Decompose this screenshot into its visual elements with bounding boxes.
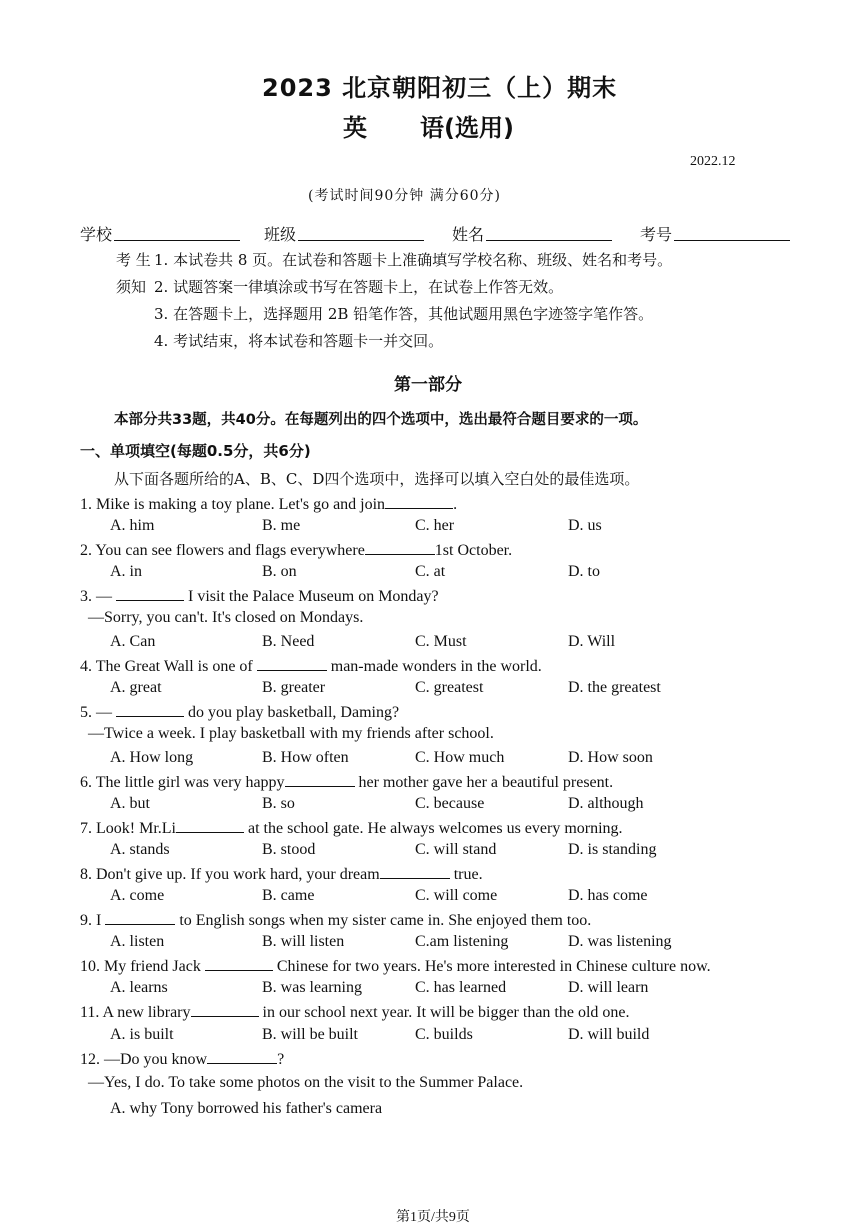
option[interactable]: D. will learn	[568, 979, 649, 996]
option[interactable]: D. although	[568, 795, 644, 812]
option[interactable]: A. come	[110, 887, 165, 904]
answer-blank	[105, 910, 175, 925]
option[interactable]: C. How much	[415, 749, 505, 766]
option[interactable]: C. will stand	[415, 841, 497, 858]
option[interactable]: A. in	[110, 563, 142, 580]
question-text: 8. Don't give up. If you work hard, your dream	[80, 866, 380, 883]
class-label: 班级	[264, 225, 297, 244]
question-reply: —Sorry, you can't. It's closed on Mondays.	[88, 609, 364, 626]
school-label: 学校	[80, 225, 113, 244]
question-8	[80, 864, 483, 884]
question-text: at the school gate. He always welcomes us every morning.	[248, 820, 623, 837]
option[interactable]: A. listen	[110, 933, 165, 950]
question-text: man-made wonders in the world.	[330, 658, 542, 675]
question-text: in our school next year. It will be bigger than the old one.	[262, 1004, 630, 1021]
question-12	[80, 1049, 284, 1069]
answer-blank	[205, 956, 273, 971]
answer-blank	[380, 864, 450, 879]
option[interactable]: A. Can	[110, 633, 156, 650]
name-label: 姓名	[452, 225, 485, 244]
option[interactable]: B. greater	[262, 679, 326, 696]
class-field[interactable]	[298, 240, 424, 241]
notice-item: 4. 考试结束，将本试卷和答题卡一并交回。	[154, 332, 444, 350]
option[interactable]: A. great	[110, 679, 162, 696]
exam-date: 2022.12	[690, 154, 736, 169]
option[interactable]: B. will listen	[262, 933, 345, 950]
question-text: 6. The little girl was very happy	[80, 774, 285, 791]
page-number: 第1页/共9页	[396, 1210, 470, 1225]
part-heading: 第一部分	[394, 375, 462, 395]
option[interactable]: D. Will	[568, 633, 616, 650]
option[interactable]: C. Must	[415, 633, 467, 650]
option[interactable]: B. so	[262, 795, 295, 812]
question-11	[80, 1002, 630, 1022]
question-5	[80, 702, 399, 722]
option[interactable]: B. me	[262, 517, 301, 534]
option[interactable]: D. will build	[568, 1026, 650, 1043]
question-text: to English songs when my sister came in. She enjoyed them too.	[179, 912, 592, 929]
question-text: ?	[277, 1051, 285, 1068]
subject-char-2: 语(选用)	[420, 114, 514, 142]
question-text: 12. —Do you know	[80, 1051, 208, 1068]
question-1	[80, 494, 457, 514]
question-2	[80, 540, 512, 560]
option[interactable]: B. How often	[262, 749, 349, 766]
question-10	[80, 956, 711, 976]
option[interactable]: B. Need	[262, 633, 315, 650]
option[interactable]: A. him	[110, 517, 155, 534]
option[interactable]: B. will be built	[262, 1026, 358, 1043]
answer-blank	[116, 702, 184, 717]
question-text: 7. Look! Mr.Li	[80, 820, 176, 837]
option[interactable]: B. was learning	[262, 979, 362, 996]
question-text: 2. You can see flowers and flags everywhere	[80, 542, 365, 559]
question-4	[80, 656, 542, 676]
answer-blank	[257, 656, 327, 671]
option[interactable]: C. will come	[415, 887, 498, 904]
option[interactable]: D. How soon	[568, 749, 653, 766]
option[interactable]: C.am listening	[415, 933, 509, 950]
answer-blank	[285, 772, 355, 787]
answer-blank	[365, 540, 435, 555]
option[interactable]: C. her	[415, 517, 455, 534]
question-text: 5. —	[80, 704, 112, 721]
option[interactable]: D. to	[568, 563, 600, 580]
answer-blank	[385, 494, 453, 509]
option[interactable]: D. is standing	[568, 841, 657, 858]
answer-blank	[116, 586, 184, 601]
page-title: 2023 北京朝阳初三（上）期末	[262, 74, 618, 102]
exam-no-field[interactable]	[674, 240, 790, 241]
question-text: I visit the Palace Museum on Monday?	[188, 588, 439, 605]
question-text: her mother gave her a beautiful present.	[358, 774, 614, 791]
option[interactable]: B. came	[262, 887, 315, 904]
option[interactable]: D. us	[568, 517, 602, 534]
question-text: 1st October.	[434, 542, 513, 559]
question-9	[80, 910, 591, 930]
option[interactable]: A. but	[110, 795, 150, 812]
option[interactable]: A. stands	[110, 841, 170, 858]
question-6	[80, 772, 613, 792]
school-field[interactable]	[114, 240, 240, 241]
exam-no-label: 考号	[640, 225, 673, 244]
exam-info: (考试时间90分钟 满分60分)	[308, 188, 502, 204]
option[interactable]: C. at	[415, 563, 446, 580]
answer-blank	[191, 1002, 259, 1017]
option[interactable]: A. learns	[110, 979, 168, 996]
option[interactable]: A. why Tony borrowed his father's camera	[110, 1100, 383, 1117]
option[interactable]: D. has come	[568, 887, 648, 904]
section-instruction: 从下面各题所给的A、B、C、D四个选项中，选择可以填入空白处的最佳选项。	[114, 470, 640, 488]
option[interactable]: C. because	[415, 795, 485, 812]
question-text: do you play basketball, Daming?	[188, 704, 400, 721]
notice-label-2: 须知	[116, 278, 147, 296]
question-text: 1. Mike is making a toy plane. Let's go and join	[80, 496, 386, 513]
subject-char-1: 英	[343, 114, 367, 142]
question-3	[80, 586, 439, 606]
option[interactable]: B. on	[262, 563, 297, 580]
notice-item: 3. 在答题卡上，选择题用 2B 铅笔作答，其他试题用黑色字迹签字笔作答。	[154, 305, 654, 323]
question-text: 11. A new library	[80, 1004, 191, 1021]
question-text: true.	[453, 866, 483, 883]
question-reply: —Twice a week. I play basketball with my friends after school.	[88, 725, 494, 742]
notice-label-1: 考 生	[116, 251, 151, 269]
notice-item: 1. 本试卷共 8 页。在试卷和答题卡上准确填写学校名称、班级、姓名和考号。	[154, 251, 673, 269]
section-heading: 一、单项填空(每题0.5分，共6分)	[80, 442, 311, 460]
notice-item: 2. 试题答案一律填涂或书写在答题卡上，在试卷上作答无效。	[154, 278, 564, 296]
question-text: 9. I	[80, 912, 102, 929]
option[interactable]: B. stood	[262, 841, 316, 858]
question-7	[80, 818, 623, 838]
answer-blank	[176, 818, 244, 833]
question-text: 3. —	[80, 588, 112, 605]
option[interactable]: D. was listening	[568, 933, 672, 950]
answer-blank	[207, 1049, 277, 1064]
option[interactable]: C. greatest	[415, 679, 484, 696]
question-text: Chinese for two years. He's more interested in Chinese culture now.	[276, 958, 711, 975]
question-text: 10. My friend Jack	[80, 958, 201, 975]
question-text: 4. The Great Wall is one of	[80, 658, 253, 675]
name-field[interactable]	[486, 240, 612, 241]
option[interactable]: D. the greatest	[568, 679, 661, 696]
question-text: .	[453, 496, 458, 513]
question-reply: —Yes, I do. To take some photos on the visit to the Summer Palace.	[88, 1074, 524, 1091]
option[interactable]: A. How long	[110, 749, 194, 766]
option[interactable]: C. has learned	[415, 979, 507, 996]
option[interactable]: C. builds	[415, 1026, 473, 1043]
part-intro: 本部分共33题，共40分。在每题列出的四个选项中，选出最符合题目要求的一项。	[114, 412, 648, 428]
option[interactable]: A. is built	[110, 1026, 174, 1043]
